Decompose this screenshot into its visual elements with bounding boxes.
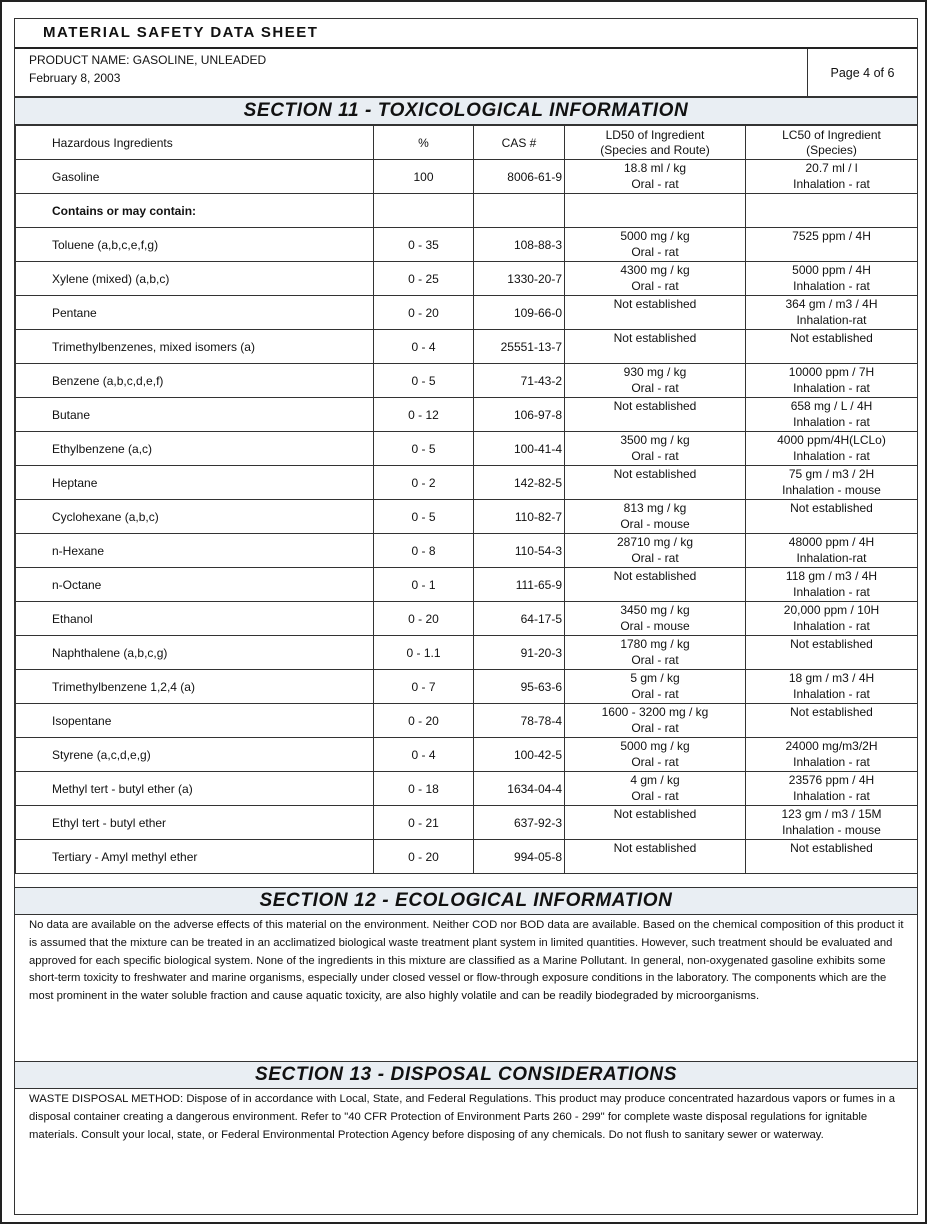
table-row: [16, 670, 918, 704]
ld50-species: Oral - rat: [631, 721, 679, 735]
ingredient-percent: 0 - 35: [374, 228, 474, 262]
ingredient-cas: 71-43-2: [474, 364, 565, 398]
ingredient-percent: 0 - 8: [374, 534, 474, 568]
table-row: [16, 704, 918, 738]
ingredient-name: Trimethylbenzenes, mixed isomers (a): [16, 330, 374, 364]
lc50-species: Inhalation - rat: [793, 279, 870, 293]
section-13-heading: SECTION 13 - DISPOSAL CONSIDERATIONS: [15, 1061, 917, 1089]
table-row: [16, 534, 918, 568]
ingredient-percent: 0 - 20: [374, 704, 474, 738]
ld50-value: 1600 - 3200 mg / kg: [601, 705, 709, 719]
document-title: MATERIAL SAFETY DATA SHEET: [43, 24, 319, 41]
ingredient-cas: 109-66-0: [474, 296, 565, 330]
ingredient-percent: 0 - 20: [374, 602, 474, 636]
ingredient-name: Benzene (a,b,c,d,e,f): [16, 364, 374, 398]
ingredient-cas: 142-82-5: [474, 466, 565, 500]
ingredient-lc50: [746, 296, 918, 330]
ingredient-lc50: [746, 432, 918, 466]
lc50-value: 20.7 ml / l: [805, 161, 858, 175]
ingredient-cas: 1634-04-4: [474, 772, 565, 806]
ingredient-cas: 78-78-4: [474, 704, 565, 738]
ingredient-ld50: [565, 636, 746, 670]
ingredient-ld50: [565, 262, 746, 296]
ingredient-percent: 0 - 4: [374, 330, 474, 364]
lc50-value: 123 gm / m3 / 15M: [781, 807, 882, 821]
lc50-value: 118 gm / m3 / 4H: [785, 569, 878, 583]
table-row: [16, 330, 918, 364]
ingredient-percent: 0 - 20: [374, 296, 474, 330]
lc50-value: 18 gm / m3 / 4H: [788, 671, 875, 685]
ingredient-cas: 64-17-5: [474, 602, 565, 636]
ingredient-cas: 25551-13-7: [474, 330, 565, 364]
ingredient-percent: 0 - 1.1: [374, 636, 474, 670]
ingredient-lc50: [746, 330, 918, 364]
table-row-gasoline: [16, 160, 918, 194]
document-body: [14, 18, 918, 1215]
ingredient-cas: 108-88-3: [474, 228, 565, 262]
ld50-value: Not established: [613, 841, 697, 855]
ingredient-percent: 0 - 25: [374, 262, 474, 296]
ingredient-name: Ethyl tert - butyl ether: [16, 806, 374, 840]
ld50-species: Oral - rat: [631, 245, 679, 259]
lc50-value: 5000 ppm / 4H: [792, 263, 871, 277]
table-row: [16, 398, 918, 432]
ld50-value: Not established: [613, 297, 697, 311]
ingredient-percent: 100: [374, 160, 474, 194]
ingredient-percent: 0 - 2: [374, 466, 474, 500]
ld50-value: 4300 mg / kg: [620, 263, 690, 277]
lc50-value: 75 gm / m3 / 2H: [788, 467, 875, 481]
ingredient-ld50: [565, 670, 746, 704]
ingredient-percent: 0 - 5: [374, 432, 474, 466]
table-row: [16, 364, 918, 398]
ld50-species: Oral - rat: [631, 687, 679, 701]
ingredient-cas: 994-05-8: [474, 840, 565, 874]
lc50-species: Inhalation - rat: [793, 177, 870, 191]
ingredient-ld50: [565, 330, 746, 364]
section-11-heading: SECTION 11 - TOXICOLOGICAL INFORMATION: [15, 97, 917, 125]
ingredient-cas: 100-41-4: [474, 432, 565, 466]
header-lc50-line2: (Species): [806, 142, 857, 157]
ingredient-name: Styrene (a,c,d,e,g): [16, 738, 374, 772]
table-row: [16, 568, 918, 602]
ingredient-name: Xylene (mixed) (a,b,c): [16, 262, 374, 296]
ingredient-lc50: [746, 534, 918, 568]
ld50-species: Oral - mouse: [620, 517, 690, 531]
ld50-species: Oral - rat: [631, 789, 679, 803]
ingredient-ld50: [565, 772, 746, 806]
ingredient-ld50: [565, 364, 746, 398]
lc50-value: Not established: [790, 705, 873, 719]
ingredient-lc50: [746, 160, 918, 194]
empty-cell: [374, 194, 474, 228]
ingredient-lc50: [746, 670, 918, 704]
ld50-value: 5000 mg / kg: [620, 229, 690, 243]
header-ld50-line2: (Species and Route): [600, 142, 710, 157]
empty-cell: [746, 194, 918, 228]
ingredient-ld50: [565, 398, 746, 432]
ingredient-cas: 91-20-3: [474, 636, 565, 670]
empty-cell: [474, 194, 565, 228]
header-ld50-line1: LD50 of Ingredient: [605, 127, 705, 142]
document-date: February 8, 2003: [29, 71, 121, 85]
header-lc50-line1: LC50 of Ingredient: [782, 127, 881, 142]
ingredient-lc50: [746, 772, 918, 806]
lc50-species: Inhalation - rat: [793, 449, 870, 463]
lc50-value: Not established: [790, 637, 873, 651]
ingredient-percent: 0 - 4: [374, 738, 474, 772]
lc50-species: Inhalation - mouse: [782, 483, 881, 497]
ingredient-cas: 100-42-5: [474, 738, 565, 772]
ingredient-ld50: [565, 296, 746, 330]
ingredient-ld50: [565, 568, 746, 602]
lc50-species: Inhalation-rat: [796, 551, 867, 565]
ld50-value: Not established: [613, 399, 697, 413]
ingredient-ld50: [565, 840, 746, 874]
ingredient-ld50: [565, 534, 746, 568]
table-row: [16, 840, 918, 874]
table-row: [16, 466, 918, 500]
table-row: [16, 806, 918, 840]
ingredient-lc50: [746, 840, 918, 874]
ingredient-name: Isopentane: [16, 704, 374, 738]
ingredient-ld50: [565, 806, 746, 840]
ingredient-name: Heptane: [16, 466, 374, 500]
ingredient-lc50: [746, 228, 918, 262]
ld50-species: Oral - mouse: [620, 619, 690, 633]
table-row: [16, 262, 918, 296]
table-row: [16, 296, 918, 330]
ingredient-percent: 0 - 5: [374, 500, 474, 534]
ingredient-lc50: [746, 364, 918, 398]
ingredient-lc50: [746, 466, 918, 500]
lc50-value: 24000 mg/m3/2H: [785, 739, 878, 753]
table-row: [16, 500, 918, 534]
lc50-species: Inhalation - rat: [793, 585, 870, 599]
ingredient-name: Ethylbenzene (a,c): [16, 432, 374, 466]
ingredient-cas: 637-92-3: [474, 806, 565, 840]
ld50-value: 28710 mg / kg: [616, 535, 694, 549]
lc50-species: Inhalation - rat: [793, 687, 870, 701]
lc50-value: Not established: [790, 501, 873, 515]
lc50-species: Inhalation-rat: [796, 313, 867, 327]
lc50-value: 23576 ppm / 4H: [788, 773, 875, 787]
ingredient-ld50: [565, 466, 746, 500]
table-row: [16, 228, 918, 262]
ingredient-percent: 0 - 21: [374, 806, 474, 840]
lc50-value: 7525 ppm / 4H: [792, 229, 871, 243]
lc50-value: 658 mg / L / 4H: [790, 399, 873, 413]
header-percent: %: [374, 126, 474, 160]
ingredient-name: Butane: [16, 398, 374, 432]
ld50-species: Oral - rat: [631, 279, 679, 293]
ld50-value: 1780 mg / kg: [620, 637, 690, 651]
ingredient-ld50: [565, 738, 746, 772]
ingredient-cas: 8006-61-9: [474, 160, 565, 194]
page-number: Page 4 of 6: [807, 49, 917, 97]
ingredient-name: n-Hexane: [16, 534, 374, 568]
ingredient-name: n-Octane: [16, 568, 374, 602]
ld50-species: Oral - rat: [631, 381, 679, 395]
header-lc50: [746, 126, 918, 160]
lc50-species: Inhalation - mouse: [782, 823, 881, 837]
lc50-value: 48000 ppm / 4H: [788, 535, 875, 549]
ld50-value: Not established: [613, 807, 697, 821]
ingredient-lc50: [746, 602, 918, 636]
ingredient-lc50: [746, 500, 918, 534]
ld50-value: Not established: [613, 331, 697, 345]
ingredient-lc50: [746, 568, 918, 602]
ingredient-percent: 0 - 7: [374, 670, 474, 704]
ld50-value: 5000 mg / kg: [620, 739, 690, 753]
ingredient-percent: 0 - 12: [374, 398, 474, 432]
ingredient-lc50: [746, 704, 918, 738]
ingredient-lc50: [746, 636, 918, 670]
ld50-species: Oral - rat: [631, 177, 679, 191]
ingredient-ld50: [565, 602, 746, 636]
product-info: [15, 49, 917, 97]
lc50-value: 4000 ppm/4H(LCLo): [777, 433, 886, 447]
ingredient-name: Gasoline: [16, 160, 374, 194]
toxicology-table: [15, 125, 918, 874]
lc50-value: Not established: [790, 841, 873, 855]
ld50-value: 813 mg / kg: [623, 501, 687, 515]
contains-label: Contains or may contain:: [16, 194, 374, 228]
table-row: [16, 772, 918, 806]
ld50-species: Oral - rat: [631, 551, 679, 565]
lc50-value: 364 gm / m3 / 4H: [785, 297, 878, 311]
ingredient-ld50: [565, 160, 746, 194]
ingredient-lc50: [746, 806, 918, 840]
ld50-species: Oral - rat: [631, 653, 679, 667]
ingredient-cas: 95-63-6: [474, 670, 565, 704]
lc50-species: Inhalation - rat: [793, 789, 870, 803]
header-ingredient: Hazardous Ingredients: [16, 126, 374, 160]
ld50-value: 4 gm / kg: [630, 773, 680, 787]
lc50-value: 10000 ppm / 7H: [788, 365, 875, 379]
ingredient-name: Methyl tert - butyl ether (a): [16, 772, 374, 806]
ingredient-name: Trimethylbenzene 1,2,4 (a): [16, 670, 374, 704]
document-title-bar: [15, 19, 917, 49]
ld50-value: Not established: [613, 467, 697, 481]
ingredient-ld50: [565, 228, 746, 262]
ingredient-percent: 0 - 20: [374, 840, 474, 874]
product-name: PRODUCT NAME: GASOLINE, UNLEADED: [29, 53, 267, 67]
ingredient-name: Naphthalene (a,b,c,g): [16, 636, 374, 670]
ingredient-ld50: [565, 704, 746, 738]
ld50-value: 3450 mg / kg: [620, 603, 690, 617]
lc50-species: Inhalation - rat: [793, 619, 870, 633]
ld50-species: Oral - rat: [631, 449, 679, 463]
ingredient-cas: 110-54-3: [474, 534, 565, 568]
ingredient-cas: 106-97-8: [474, 398, 565, 432]
lc50-species: Inhalation - rat: [793, 381, 870, 395]
table-row: [16, 738, 918, 772]
ingredient-percent: 0 - 18: [374, 772, 474, 806]
ingredient-ld50: [565, 432, 746, 466]
table-row-contains: [16, 194, 918, 228]
table-row: [16, 602, 918, 636]
table-row: [16, 432, 918, 466]
ingredient-name: Ethanol: [16, 602, 374, 636]
disposal-text: WASTE DISPOSAL METHOD: Dispose of in accordance with Local, State, and Federal Regulations. This product may produce concentrated hazardous vapors or fumes in a disposal container creating a dangerous environment. Refer to "40 CFR Protection of Environment Parts 260 - 299" for complete waste disposal regulations for ignitable materials. Consult your local, state, or Federal Environmental Protection Agency before disposing of any chemicals. Do not flush to sanitary sewer or waterway.: [29, 1093, 896, 1141]
ingredient-name: Cyclohexane (a,b,c): [16, 500, 374, 534]
ingredient-cas: 111-65-9: [474, 568, 565, 602]
lc50-species: Inhalation - rat: [793, 755, 870, 769]
ld50-value: 5 gm / kg: [630, 671, 680, 685]
ingredient-ld50: [565, 500, 746, 534]
ingredient-cas: 1330-20-7: [474, 262, 565, 296]
ingredient-name: Pentane: [16, 296, 374, 330]
ld50-species: Oral - rat: [631, 755, 679, 769]
ingredient-name: Tertiary - Amyl methyl ether: [16, 840, 374, 874]
ld50-value: 3500 mg / kg: [620, 433, 690, 447]
section-12-heading: SECTION 12 - ECOLOGICAL INFORMATION: [15, 887, 917, 915]
ingredient-cas: 110-82-7: [474, 500, 565, 534]
ld50-value: Not established: [613, 569, 697, 583]
header-cas: CAS #: [474, 126, 565, 160]
ecological-text: No data are available on the adverse effects of this material on the environment. Neither COD nor BOD data are available. Based on the chemical composition of this product it is assumed that the mixture can be treated in an acclimatized biological waste treatment plant system in limited quantities. However, such treatment should be evaluated and approved for each specific biological system. None of the ingredients in this mixture are classified as a Marine Pollutant. In general, non-oxygenated gasoline exhibits some short-term toxicity to freshwater and marine organisms, especially under closed vessel or flow-through exposure conditions in the laboratory. The components which are the most prominent in the water soluble fraction and cause aquatic toxicity, are also highly volatile and can be readily biodegraded by microorganisms.: [29, 919, 904, 1003]
ingredient-lc50: [746, 738, 918, 772]
ld50-value: 930 mg / kg: [623, 365, 687, 379]
lc50-value: 20,000 ppm / 10H: [783, 603, 880, 617]
ingredient-lc50: [746, 262, 918, 296]
ingredient-percent: 0 - 5: [374, 364, 474, 398]
empty-cell: [565, 194, 746, 228]
header-ld50: [565, 126, 746, 160]
ingredient-lc50: [746, 398, 918, 432]
table-header-row: [16, 126, 918, 160]
ingredient-percent: 0 - 1: [374, 568, 474, 602]
lc50-species: Inhalation - rat: [793, 415, 870, 429]
ingredient-name: Toluene (a,b,c,e,f,g): [16, 228, 374, 262]
lc50-value: Not established: [790, 331, 873, 345]
ld50-value: 18.8 ml / kg: [623, 161, 687, 175]
table-row: [16, 636, 918, 670]
